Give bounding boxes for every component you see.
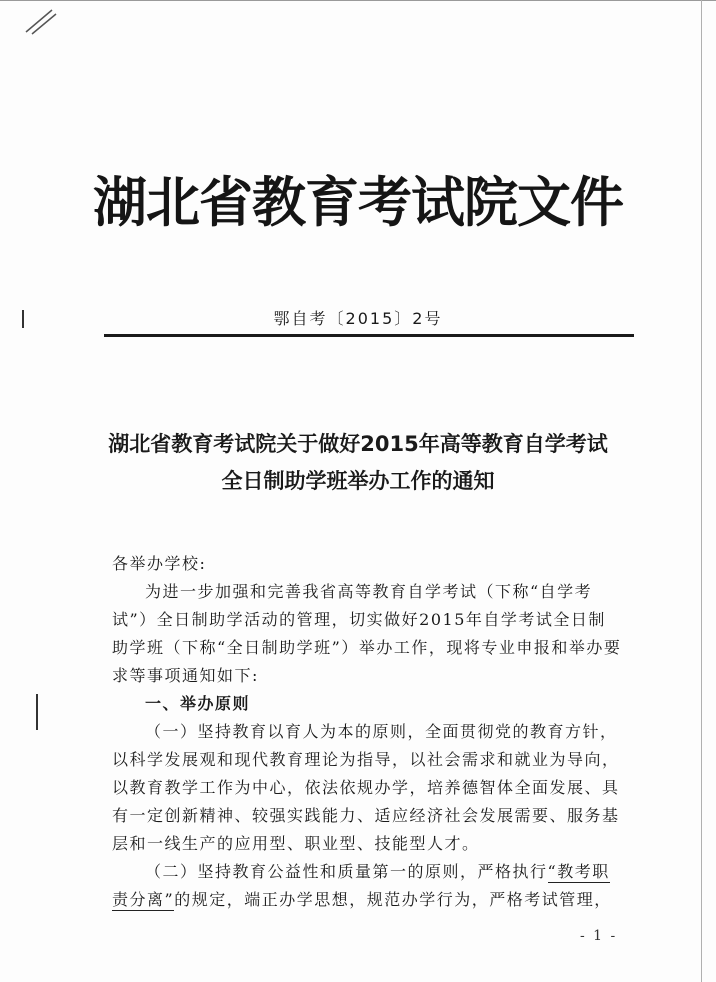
intro-paragraph: 为进一步加强和完善我省高等教育自学考试（下称“自学考试”）全日制助学活动的管理，切实做好2015年自学考试全日制助学班（下称“全日制助学班”）举办工作，现将专业申报和举办要求等事项通知如下: bbox=[112, 582, 622, 685]
page-number: - 1 - bbox=[580, 928, 618, 944]
principle-paragraph-1: （一）坚持教育以育人为本的原则，全面贯彻党的教育方针，以科学发展观和现代教育理论为指导，以社会需求和就业为导向，以教育教学工作为中心，依法依规办学，培养德智体全面发展、具有一定创新精神、较强实践能力、适应经济社会发展需要、服务基层和一线生产的应用型、职业型、技能型人才。 bbox=[112, 722, 620, 853]
document-body bbox=[112, 550, 622, 914]
document-header-title: 湖北省教育考试院文件 bbox=[93, 171, 623, 234]
scan-edge-top bbox=[0, 0, 716, 7]
principle-2-part-b: 的规定，端正办学思想，规范办学行为，严格考试管理， bbox=[174, 890, 612, 909]
header-divider bbox=[104, 334, 634, 337]
principle-2-part-a: （二）坚持教育公益性和质量第一的原则，严格执行 bbox=[145, 862, 548, 881]
salutation: 各举办学校: bbox=[112, 554, 207, 573]
principle-paragraph-2 bbox=[112, 858, 622, 914]
notice-title bbox=[0, 426, 716, 500]
notice-title-line-1: 湖北省教育考试院关于做好2015年高等教育自学考试 bbox=[108, 432, 608, 456]
pen-stroke-mark bbox=[22, 6, 62, 36]
notice-title-line-2: 全日制助学班举办工作的通知 bbox=[221, 469, 495, 493]
handwritten-underline-phrase: “教考职责分离” bbox=[112, 862, 610, 909]
section-heading: 一、举办原则 bbox=[145, 694, 251, 713]
binding-hole-mark bbox=[36, 694, 38, 730]
document-number: 鄂自考〔2015〕2号 bbox=[273, 309, 443, 328]
